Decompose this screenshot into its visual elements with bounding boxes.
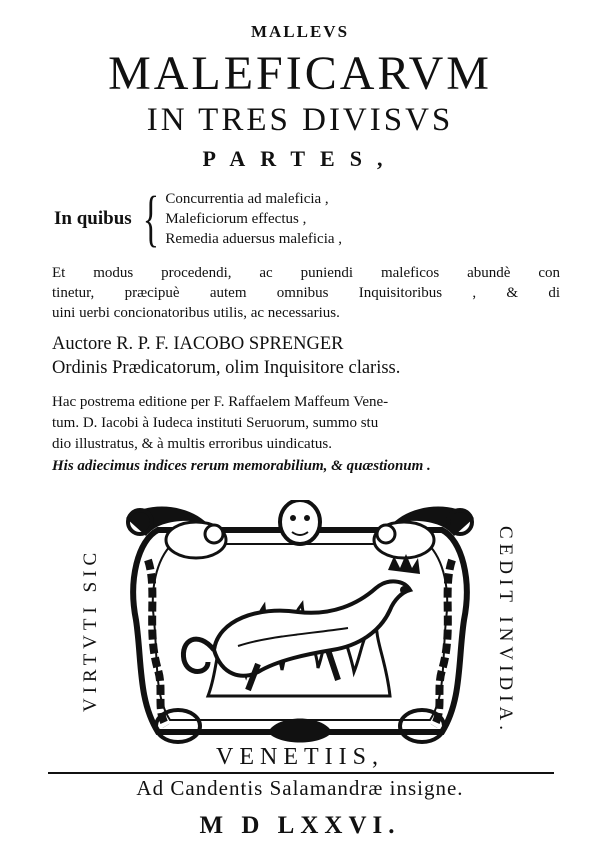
motto-left: VIRTVTI SIC (80, 547, 101, 713)
curly-brace-icon: { (142, 185, 159, 253)
author-line: Auctore R. P. F. IACOBO SPRENGER (52, 334, 344, 354)
list-item: Concurrentia ad maleficia , (165, 191, 329, 207)
edition-paragraph (52, 392, 562, 455)
description-line: Et modus procedendi, ac puniendi maleficos abundè con (52, 265, 560, 281)
contents-label: In quibus (54, 208, 132, 229)
contents-list (165, 189, 342, 249)
indices-line: His adiecimus indices rerum memorabilium, & quæstionum . (52, 458, 431, 474)
edition-line: dio illustratus, & à multis erroribus uindicatus. (52, 436, 332, 452)
author-block (52, 332, 562, 380)
list-item: Remedia aduersus maleficia , (165, 231, 343, 247)
subtitle: IN TRES DIVISVS (146, 102, 454, 138)
description-line: tinetur, præcipuè autem omnibus Inquisitoribus , & di (52, 285, 560, 301)
description-paragraph (52, 263, 560, 323)
edition-line: Hac postrema editione per F. Raffaelem Maffeum Vene- (52, 394, 389, 410)
main-title: MALEFICARVM (108, 47, 492, 100)
description-line: uini uerbi concionatoribus utilis, ac necessarius. (52, 305, 340, 321)
horizontal-rule (48, 772, 554, 774)
small-title: MALLEVS (250, 22, 350, 41)
edition-line: tum. D. Iacobi à Iudeca instituti Seruorum, summo stu (52, 415, 379, 431)
author-order-line: Ordinis Prædicatorum, olim Inquisitore clariss. (52, 358, 401, 378)
list-item: Maleficiorum effectus , (165, 211, 307, 227)
imprint-year: M D LXXVI. (199, 812, 401, 839)
imprint-sign: Ad Candentis Salamandræ insigne. (136, 776, 464, 800)
partes-heading: PARTES, (202, 146, 398, 171)
imprint-city: VENETIIS, (216, 744, 384, 770)
salamander-device-icon (118, 500, 482, 746)
motto-right: CEDIT INVIDIA. (495, 525, 516, 735)
contents-block (54, 186, 342, 252)
